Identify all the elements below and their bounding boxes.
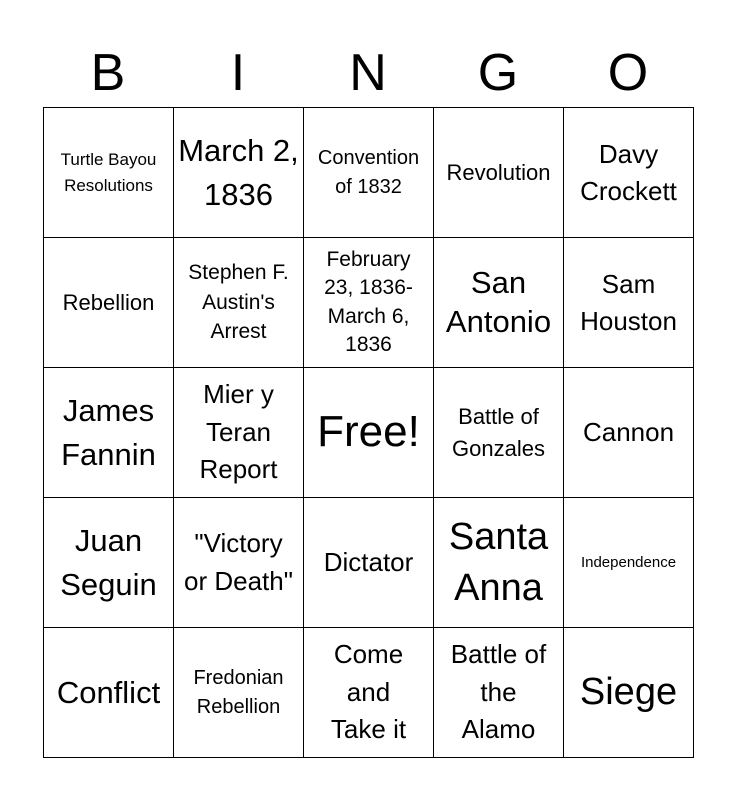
cell-text: Convention of 1832 [317, 146, 420, 198]
bingo-cell[interactable] [304, 238, 434, 368]
bingo-cell[interactable] [564, 108, 694, 238]
bingo-cell[interactable] [434, 108, 564, 238]
bingo-cell[interactable] [174, 628, 304, 758]
cell-text: Stephen F. Austin's Arrest [188, 261, 289, 344]
bingo-cell[interactable] [44, 108, 174, 238]
bingo-cell[interactable] [304, 108, 434, 238]
bingo-cell[interactable] [434, 628, 564, 758]
bingo-cell[interactable] [174, 498, 304, 628]
bingo-cell[interactable] [44, 498, 174, 628]
bingo-cell[interactable] [304, 368, 434, 498]
cell-text: Fredonian Rebellion [193, 666, 284, 718]
cell-text: James Fannin [61, 393, 156, 472]
bingo-cell[interactable] [434, 368, 564, 498]
cell-text: Cannon [582, 417, 675, 448]
bingo-cell[interactable] [434, 238, 564, 368]
bingo-cell[interactable] [44, 628, 174, 758]
cell-text: Sam Houston [580, 269, 677, 336]
bingo-cell[interactable] [44, 368, 174, 498]
cell-text: Mier y Teran Report [199, 378, 278, 485]
bingo-cell[interactable] [564, 368, 694, 498]
cell-text: Conflict [56, 674, 161, 710]
bingo-cell[interactable] [304, 498, 434, 628]
bingo-cell[interactable] [174, 238, 304, 368]
bingo-cell[interactable] [174, 368, 304, 498]
bingo-cell[interactable] [304, 628, 434, 758]
header-letter-n: N [349, 44, 387, 102]
cell-text: Rebellion [62, 289, 155, 315]
cell-text: Revolution [446, 159, 551, 185]
header-letter-g: G [477, 44, 519, 102]
cell-text: March 2, 1836 [178, 133, 299, 212]
cell-text: Battle of the Alamo [450, 638, 547, 745]
cell-text: Davy Crockett [580, 139, 677, 206]
bingo-header [43, 40, 693, 106]
bingo-card-grid [43, 107, 694, 758]
bingo-cell[interactable] [564, 238, 694, 368]
header-letter-i: I [230, 44, 246, 102]
bingo-cell[interactable] [434, 498, 564, 628]
cell-text: "Victory or Death" [184, 527, 293, 596]
cell-text: Santa Anna [448, 515, 549, 609]
bingo-cell[interactable] [564, 498, 694, 628]
cell-text: Siege [579, 671, 678, 714]
header-letter-b: B [90, 44, 126, 102]
cell-text: February 23, 1836-March 6, 1836 [324, 247, 413, 356]
header-letter-o: O [607, 44, 649, 102]
free-space: Free! [317, 407, 420, 457]
bingo-cell[interactable] [174, 108, 304, 238]
cell-text: Dictator [323, 547, 414, 578]
cell-text: Juan Seguin [60, 523, 157, 602]
cell-text: Battle of Gonzales [452, 403, 545, 461]
cell-text: Come and Take it [330, 638, 407, 745]
cell-text: Turtle Bayou Resolutions [60, 150, 157, 195]
bingo-cell[interactable] [564, 628, 694, 758]
cell-text: Independence [580, 554, 677, 571]
bingo-cell[interactable] [44, 238, 174, 368]
cell-text: San Antonio [445, 264, 552, 339]
